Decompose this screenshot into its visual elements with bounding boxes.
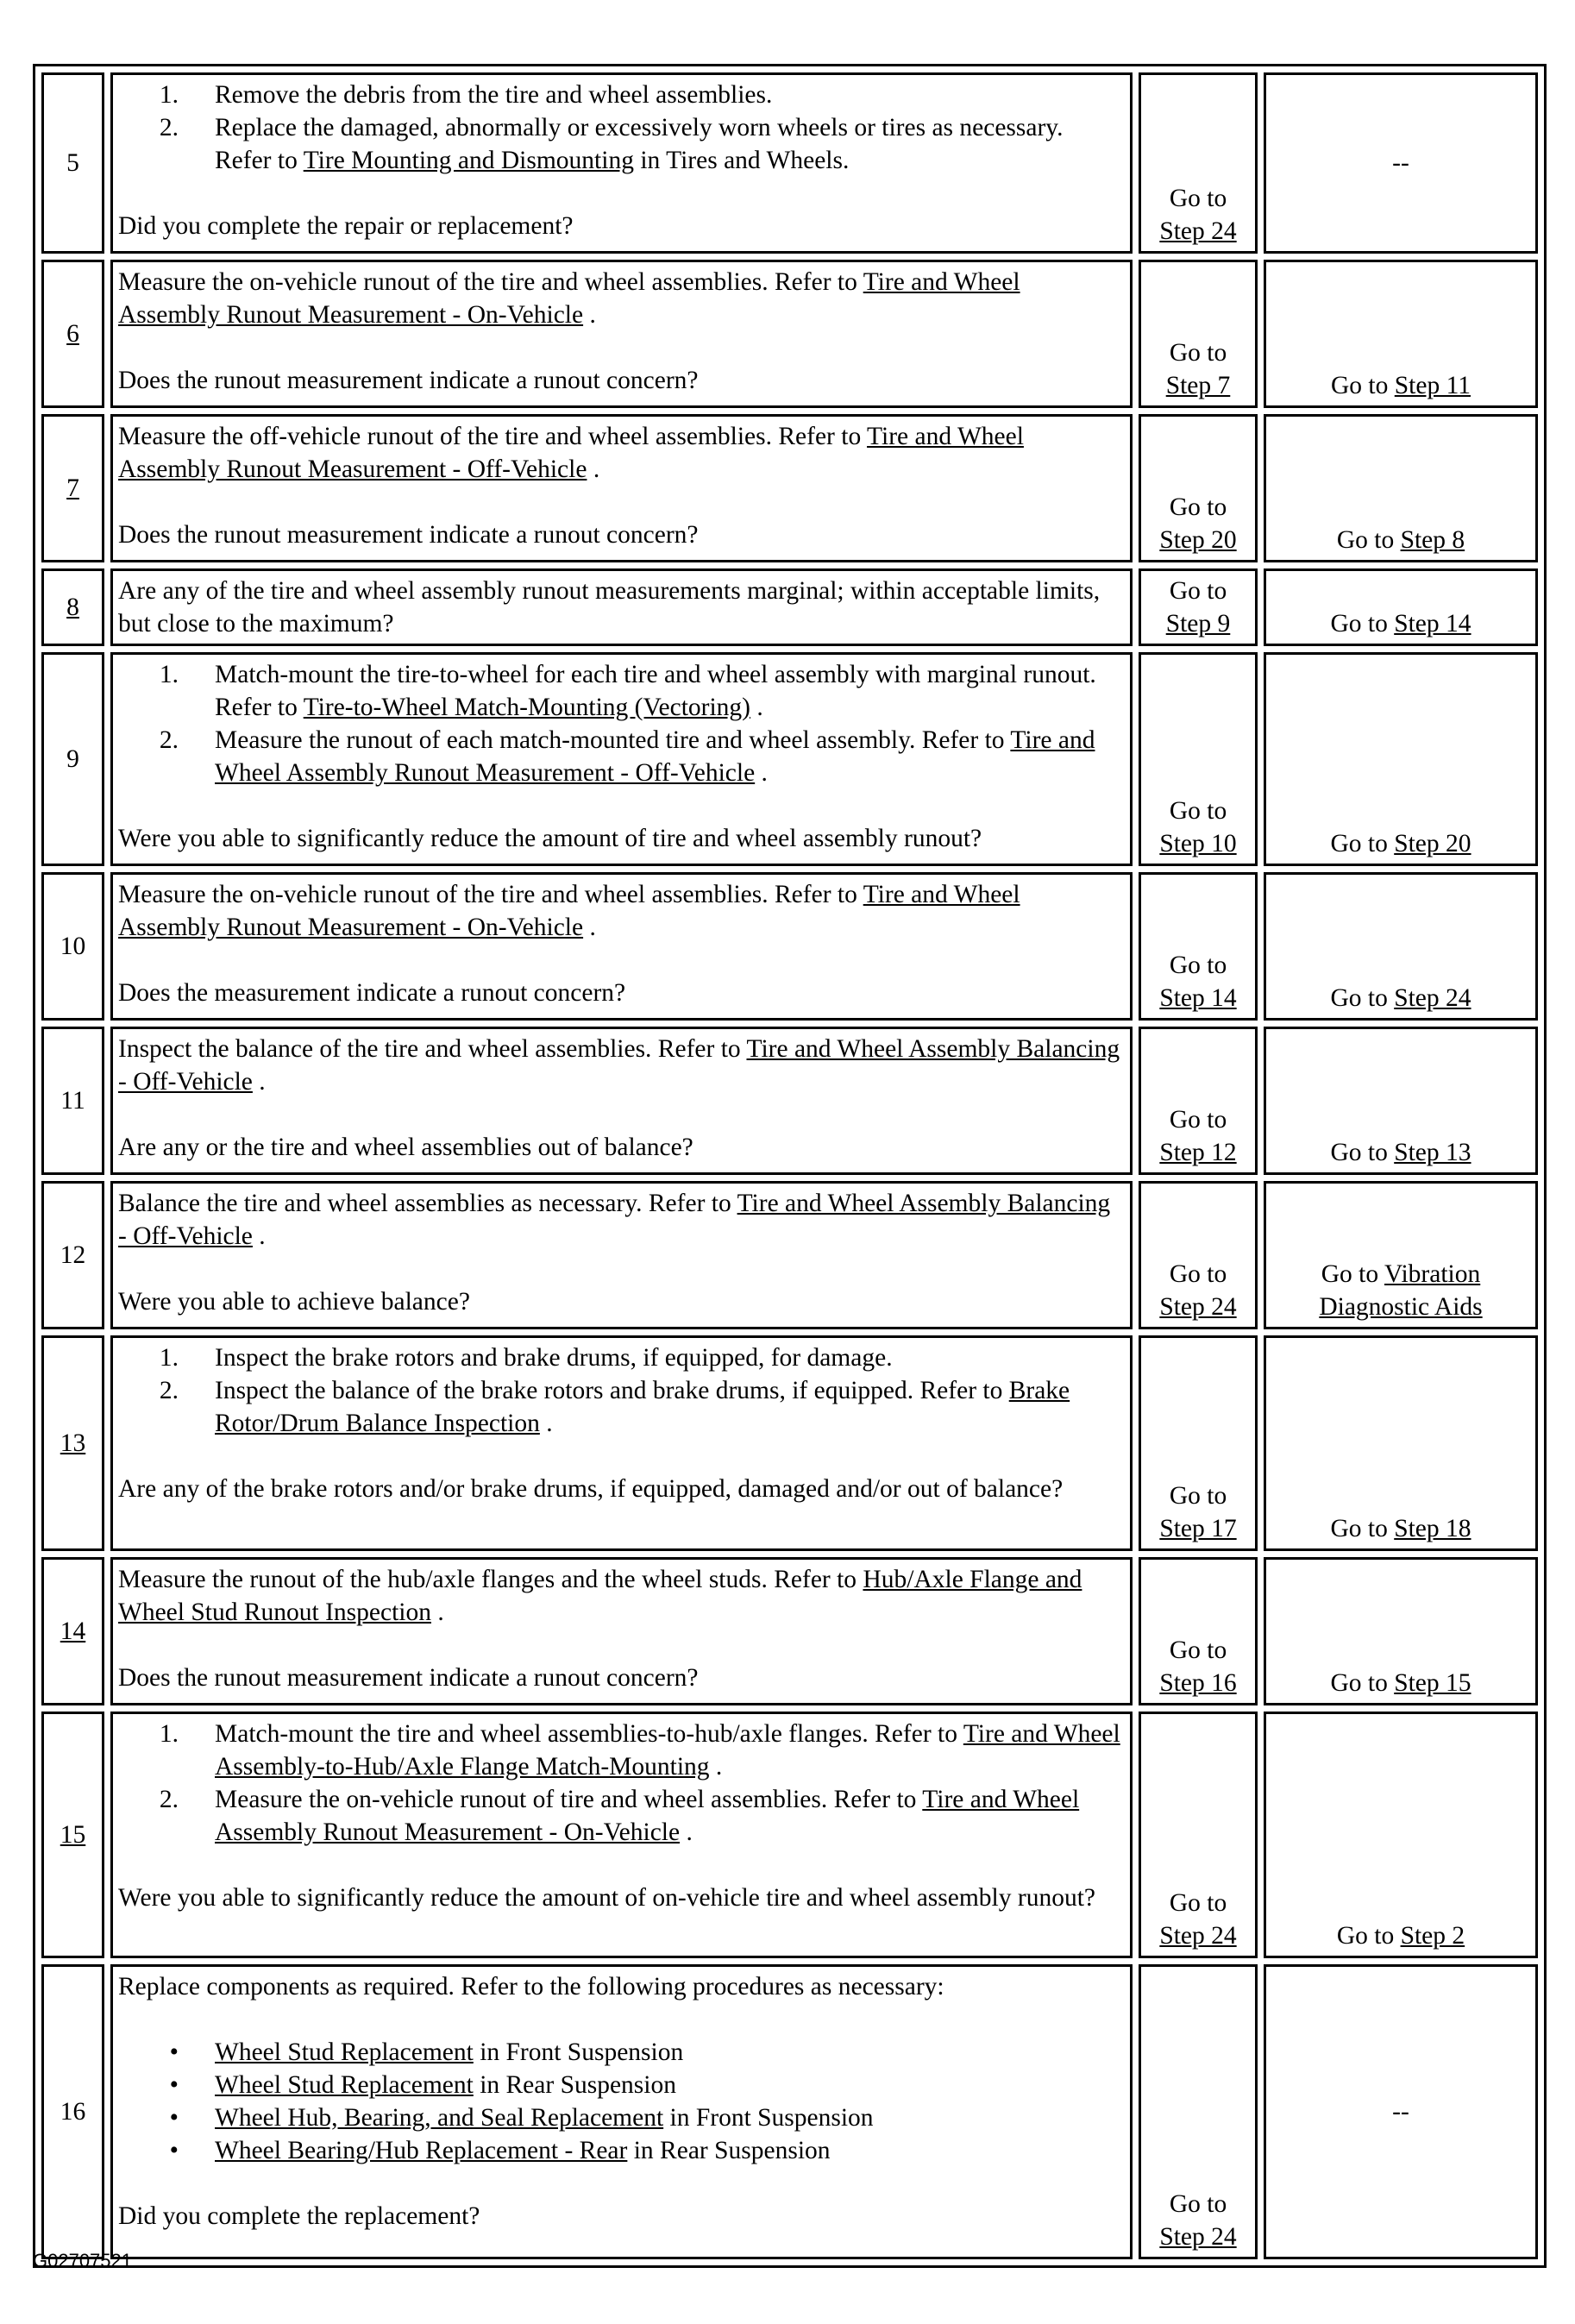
table-row	[41, 872, 1538, 1021]
table-row	[41, 1712, 1538, 1958]
no-cell: Go to Vibration Diagnostic Aids	[1264, 1181, 1538, 1329]
yes-cell: Go to Step 17	[1139, 1335, 1258, 1551]
link[interactable]: Wheel Bearing/Hub Replacement - Rear	[215, 2137, 628, 2164]
step-number-link[interactable]: 13	[60, 1429, 86, 1457]
link[interactable]: Brake Rotor/Drum Balance Inspection	[215, 1377, 1070, 1437]
list-item: • Wheel Stud Replacement in Front Suspension	[169, 2038, 684, 2066]
no-cell: --	[1264, 72, 1538, 254]
action-cell: Replace components as required. Refer to the following procedures as necessary: • Wheel Stud Replacement in Front Suspension • Wheel Stud Replacement in Rear Suspension • Wheel Hub, Bearing, and Seal Replacement in Front Suspension • Wheel Bearing/Hub Replacement - Rear in Rear Suspension Did you complete the replacement?	[110, 1964, 1133, 2259]
step-number-link[interactable]: 8	[66, 594, 79, 621]
action-cell: Measure the runout of the hub/axle flanges and the wheel studs. Refer to Hub/Axle Flange and Wheel Stud Runout Inspection . Does the runout measurement indicate a runout concern?	[110, 1557, 1133, 1705]
no-link[interactable]: Step 20	[1394, 830, 1471, 857]
action-cell: 1. Match-mount the tire-to-wheel for each tire and wheel assembly with marginal runout. Refer to Tire-to-Wheel Match-Mounting (Vectoring) . 2. Measure the runout of each match-mounted tire and wheel assembly. Refer to Tire and Wheel Assembly Runout Measurement - Off-Vehicle . Were you able to significantly reduce the amount of tire and wheel assembly runout?	[110, 652, 1133, 866]
question-text: Are any of the tire and wheel assembly runout measurements marginal; within acceptable limits, but close to the maximum?	[118, 577, 1101, 638]
table-row	[41, 652, 1538, 866]
yes-link[interactable]: Step 12	[1159, 1139, 1237, 1166]
question-text: Does the runout measurement indicate a runout concern?	[118, 367, 699, 394]
yes-link[interactable]: Step 10	[1159, 830, 1237, 857]
step-number: 5	[41, 72, 104, 254]
step-number-link[interactable]: 15	[60, 1821, 86, 1849]
action-cell	[110, 568, 1133, 646]
yes-cell: Go to Step 16	[1139, 1557, 1258, 1705]
link[interactable]: Tire and Wheel Assembly Balancing - Off-Vehicle	[118, 1035, 1120, 1096]
yes-link[interactable]: Step 24	[1159, 1922, 1237, 1950]
list-item: • Wheel Hub, Bearing, and Seal Replacement in Front Suspension	[169, 2104, 874, 2132]
question-text: Did you complete the replacement?	[118, 2202, 480, 2230]
step-number	[41, 1335, 104, 1551]
yes-cell: Go to Step 14	[1139, 872, 1258, 1021]
link[interactable]: Wheel Hub, Bearing, and Seal Replacement	[215, 2104, 664, 2132]
yes-link[interactable]: Step 24	[1159, 2223, 1237, 2251]
step-number: 11	[41, 1027, 104, 1175]
question-text: Did you complete the repair or replacement?	[118, 212, 574, 240]
no-cell: Go to Step 11	[1264, 260, 1538, 408]
yes-cell: Go to Step 7	[1139, 260, 1258, 408]
table-row	[41, 1964, 1538, 2259]
yes-cell: Go to Step 9	[1139, 568, 1258, 646]
no-link[interactable]: Step 18	[1394, 1515, 1471, 1542]
no-link[interactable]: Step 15	[1394, 1669, 1471, 1697]
link[interactable]: Tire and Wheel Assembly-to-Hub/Axle Flange Match-Mounting	[215, 1720, 1120, 1781]
no-link[interactable]: Step 11	[1394, 372, 1471, 399]
question-text: Are any or the tire and wheel assemblies out of balance?	[118, 1134, 693, 1161]
no-link[interactable]: Step 14	[1394, 610, 1471, 638]
no-link[interactable]: Step 13	[1394, 1139, 1471, 1166]
question-text: Were you able to significantly reduce the amount of on-vehicle tire and wheel assembly runout?	[118, 1884, 1095, 1912]
list-item: • Wheel Stud Replacement in Rear Suspension	[169, 2071, 676, 2099]
step-number	[41, 568, 104, 646]
yes-link[interactable]: Step 24	[1159, 217, 1237, 245]
link[interactable]: Tire and Wheel Assembly Balancing - Off-Vehicle	[118, 1190, 1111, 1250]
action-cell: Measure the on-vehicle runout of the tire and wheel assemblies. Refer to Tire and Wheel Assembly Runout Measurement - On-Vehicle . Does the measurement indicate a runout concern?	[110, 872, 1133, 1021]
no-cell: Go to Step 20	[1264, 652, 1538, 866]
step-number-link[interactable]: 6	[66, 320, 79, 348]
no-cell: Go to Step 13	[1264, 1027, 1538, 1175]
link[interactable]: Tire and Wheel Assembly Runout Measurement - On-Vehicle	[215, 1786, 1080, 1846]
diagnostic-steps-table	[33, 64, 1547, 2268]
yes-cell: Go to Step 24	[1139, 1712, 1258, 1958]
action-cell: 1. Remove the debris from the tire and wheel assemblies. 2. Replace the damaged, abnormally or excessively worn wheels or tires as necessary. Refer to Tire Mounting and Dismounting in Tires and Wheels. Did you complete the repair or replacement?	[110, 72, 1133, 254]
link[interactable]: Wheel Stud Replacement	[215, 2071, 474, 2099]
link[interactable]: Tire and Wheel Assembly Runout Measurement - On-Vehicle	[118, 268, 1020, 329]
no-cell: Go to Step 15	[1264, 1557, 1538, 1705]
step-number	[41, 1712, 104, 1958]
question-text: Were you able to significantly reduce the amount of tire and wheel assembly runout?	[118, 825, 982, 852]
no-cell: --	[1264, 1964, 1538, 2259]
no-link[interactable]: Step 24	[1394, 984, 1471, 1012]
yes-link[interactable]: Step 14	[1159, 984, 1237, 1012]
no-cell: Go to Step 8	[1264, 414, 1538, 562]
link[interactable]: Tire and Wheel Assembly Runout Measurement - On-Vehicle	[118, 881, 1020, 941]
action-cell: Measure the off-vehicle runout of the tire and wheel assemblies. Refer to Tire and Wheel Assembly Runout Measurement - Off-Vehicle . Does the runout measurement indicate a runout concern?	[110, 414, 1133, 562]
link[interactable]: Wheel Stud Replacement	[215, 2038, 474, 2066]
no-link[interactable]: Step 2	[1400, 1922, 1465, 1950]
action-cell: Inspect the balance of the tire and wheel assemblies. Refer to Tire and Wheel Assembly Balancing - Off-Vehicle . Are any or the tire and wheel assemblies out of balance?	[110, 1027, 1133, 1175]
procedure-list	[118, 2036, 1125, 2167]
yes-link[interactable]: Step 9	[1165, 610, 1231, 638]
link[interactable]: Tire Mounting and Dismounting	[303, 147, 634, 174]
question-text: Are any of the brake rotors and/or brake drums, if equipped, damaged and/or out of balance?	[118, 1475, 1064, 1503]
table-row	[41, 72, 1538, 254]
list-item: • Wheel Bearing/Hub Replacement - Rear in Rear Suspension	[169, 2137, 831, 2164]
yes-cell: Go to Step 24	[1139, 1181, 1258, 1329]
no-cell: Go to Step 18	[1264, 1335, 1538, 1551]
step-number: 9	[41, 652, 104, 866]
step-number	[41, 1557, 104, 1705]
no-cell: Go to Step 14	[1264, 568, 1538, 646]
yes-link[interactable]: Step 20	[1159, 526, 1237, 554]
question-text: Does the runout measurement indicate a runout concern?	[118, 1664, 699, 1692]
action-cell: 1. Match-mount the tire and wheel assemblies-to-hub/axle flanges. Refer to Tire and Wheel Assembly-to-Hub/Axle Flange Match-Mounting . 2. Measure the on-vehicle runout of tire and wheel assemblies. Refer to Tire and Wheel Assembly Runout Measurement - On-Vehicle . Were you able to significantly reduce the amount of on-vehicle tire and wheel assembly runout?	[110, 1712, 1133, 1958]
no-link[interactable]: Vibration Diagnostic Aids	[1319, 1260, 1483, 1321]
action-cell: Balance the tire and wheel assemblies as necessary. Refer to Tire and Wheel Assembly Balancing - Off-Vehicle . Were you able to achieve balance?	[110, 1181, 1133, 1329]
table-row	[41, 414, 1538, 562]
step-number: 16	[41, 1964, 104, 2259]
question-text: Does the runout measurement indicate a runout concern?	[118, 521, 699, 549]
step-number-link[interactable]: 14	[60, 1617, 86, 1645]
table-row	[41, 1557, 1538, 1705]
yes-link[interactable]: Step 16	[1159, 1669, 1237, 1697]
table-row	[41, 1335, 1538, 1551]
step-number: 10	[41, 872, 104, 1021]
step-number-link[interactable]: 7	[66, 474, 79, 502]
yes-cell: Go to Step 12	[1139, 1027, 1258, 1175]
question-text: Does the measurement indicate a runout concern?	[118, 979, 626, 1007]
link[interactable]: Hub/Axle Flange and Wheel Stud Runout Inspection	[118, 1566, 1082, 1626]
table-row	[41, 260, 1538, 408]
figure-id: G02707521	[33, 2250, 132, 2271]
no-cell: Go to Step 2	[1264, 1712, 1538, 1958]
yes-link[interactable]: Step 24	[1159, 1293, 1237, 1321]
question-text: Were you able to achieve balance?	[118, 1288, 470, 1316]
step-number	[41, 414, 104, 562]
diagnostic-table-page	[33, 64, 1542, 2268]
link[interactable]: Tire and Wheel Assembly Runout Measurement - Off-Vehicle	[118, 423, 1024, 483]
yes-cell: Go to Step 10	[1139, 652, 1258, 866]
yes-link[interactable]: Step 17	[1159, 1515, 1237, 1542]
table-row	[41, 1027, 1538, 1175]
table-row	[41, 568, 1538, 646]
step-number	[41, 260, 104, 408]
step-number: 12	[41, 1181, 104, 1329]
link[interactable]: Tire and Wheel Assembly Runout Measurement - Off-Vehicle	[215, 726, 1095, 787]
yes-link[interactable]: Step 7	[1165, 372, 1231, 399]
yes-cell: Go to Step 24	[1139, 72, 1258, 254]
yes-cell: Go to Step 20	[1139, 414, 1258, 562]
no-link[interactable]: Step 8	[1400, 526, 1465, 554]
link[interactable]: Tire-to-Wheel Match-Mounting (Vectoring)	[303, 694, 750, 721]
action-cell: 1. Inspect the brake rotors and brake drums, if equipped, for damage. 2. Inspect the balance of the brake rotors and brake drums, if equipped. Refer to Brake Rotor/Drum Balance Inspection . Are any of the brake rotors and/or brake drums, if equipped, damaged and/or out of balance?	[110, 1335, 1133, 1551]
no-cell: Go to Step 24	[1264, 872, 1538, 1021]
table-row	[41, 1181, 1538, 1329]
action-cell: Measure the on-vehicle runout of the tire and wheel assemblies. Refer to Tire and Wheel Assembly Runout Measurement - On-Vehicle . Does the runout measurement indicate a runout concern?	[110, 260, 1133, 408]
yes-cell: Go to Step 24	[1139, 1964, 1258, 2259]
